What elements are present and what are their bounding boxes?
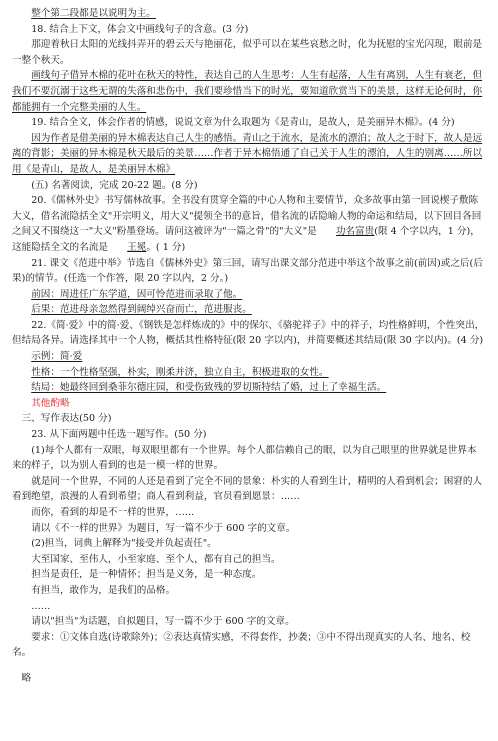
topic-1-lead: 而你，看到的却是不一样的世界，…… [31, 507, 195, 518]
topic-2-ellipsis: …… [31, 600, 51, 612]
topic-2-line-2: 担当是责任，是一种情怀；担当是义务，是一种态度。 [31, 569, 262, 581]
question-20-answer-1: 功名富贵 [335, 226, 375, 238]
answer-21-effect: 后果：范进母亲忽然得到阔绰兴奋而亡，范进服丧。 [31, 304, 252, 316]
question-18-quote: 那迎着秋日太阳的光线抖弄开的碧云天与艳丽花，似乎可以在某些哀愁之时，化为抚慰的宝光闪现，眼前是一整个秋天。 [12, 39, 483, 66]
answer-21-cause: 前因：周进任广东学道，因可怜范进而录取了他。 [31, 288, 243, 300]
answer-22-example: 示例：简·爱 [31, 351, 83, 363]
answer-19-text: 因为作者是借美丽的异木棉表达自己人生的感悟。青山之于流水，是流水的漂泊；故人之于时下，故人是远离的背影；美丽的异木棉是秋天最后的美景……作者于异木棉悟通了自己关于人生的漂泊，人生的别离……所以用《是青山，是故人，是美丽异木棉》 [12, 132, 483, 175]
spacer [12, 661, 486, 671]
answer-18 [12, 68, 486, 115]
topic-2-line-3: 有担当，敢作为，是我们的品格。 [31, 584, 176, 596]
question-20-part-a: 20.《儒林外史》书写儒林故事。全书没有贯穿全篇的中心人物和主要情节，众多故事由第一回说楔子敷陈大义，借名流隐括全文"开宗明义，用大义"提领全书的意旨，借名流的话隐喻人物的命运和结局，以下回目各回之间又不围绕这一"大义"粉墨登场。请问这被评为"一篇之骨"的"大义"是 [12, 195, 482, 238]
topic-2-line-1: 大至国家、至伟人，小至家庭、至个人，都有自己的担当。 [31, 553, 281, 565]
question-22: 22.《简·爱》中的简·爱、《钢铁是怎样炼成的》中的保尔、《骆驼祥子》中的祥子，均性格鲜明，个性突出，但结局各异。请选择其中一个人物，概括其性格特征(限 20 字以内)，并简要概述其结局(限 30 字以内)。(4 分) [12, 319, 485, 347]
answer-line-17-end: 整个第二段都是以说明为主。 [31, 8, 156, 19]
section-5-heading: (五) 名著阅读，完成 20-22 题。(8 分) [31, 179, 198, 191]
question-23: 23. 从下面两题中任选一题写作。(50 分) [31, 429, 207, 441]
question-20-part-c: 。( 1 分) [146, 241, 186, 253]
question-20-answer-2: 王冕 [127, 241, 147, 253]
question-18: 18. 结合上下文，体会文中画线句子的含意。(3 分) [31, 23, 249, 35]
question-20-part-b: (限 4 个字以内，1 分)，这能隐括全文的名流是 [12, 226, 480, 253]
answer-23-omitted: 略 [21, 672, 32, 684]
question-21: 21. 课文《范进中举》节选自《儒林外史》第三回，请写出课文部分范进中举这个故事之前(前因)或之后(后果)的情节。(任选一个作答，限 20 字以内，2 分。) [12, 257, 483, 285]
answer-19 [12, 131, 486, 178]
question-19: 19. 结合全文，体会作者的情感，说说文章为什么取题为《是青山，是故人，是美丽异木棉》。(4 分) [31, 117, 455, 129]
topic-1-intro: (1)每个人都有一双眼，每双眼里都有一个世界。每个人都信赖自己的眼，以为自己眼里的世界就是世界本来的样子，以为别人看到的也是一模一样的世界。 [12, 444, 477, 472]
answer-22-ending: 结局：她最终回到桑菲尔德庄园，和受伤致残的罗切斯特结了婚，过上了幸福生活。 [31, 382, 387, 394]
answer-18-text: 画线句子借异木棉的花叶在秋天的特性，表达自己的人生思考：人生有起落，人生有离别，人生有衰老，但我们不要沉溺于这些无谓的失落和悲伤中，我们要珍惜当下的时光，要知道欣赏当下的美景，这样无论何时，你都能拥有一个完整美丽的人生。 [12, 70, 483, 113]
topic-1-body: 就是同一个世界，不同的人还是看到了完全不同的景象：朴实的人看到生计，精明的人看到机会；困窘的人看到绝望，浪漫的人看到希望；商人看到利益，官员看到愿景：…… [12, 475, 483, 503]
answer-22-note: 其他酌略 [31, 397, 70, 409]
question-20 [12, 193, 486, 255]
answer-22-trait: 性格：一个性格坚强，朴实，刚柔并济，独立自主，积极进取的女性。 [31, 366, 329, 378]
topic-1-prompt: 请以《不一样的世界》为题目，写一篇不少于 600 字的文章。 [31, 522, 296, 534]
topic-2-prompt: 请以"担当"为话题，自拟题目，写一篇不少于 600 字的文章。 [31, 616, 295, 628]
writing-requirements: 要求：①文体自选(诗歌除外)；②表达真情实感，不得套作，抄袭；③中不得出现真实的人名、地名、校名。 [12, 631, 471, 659]
topic-2-intro: (2)担当，词典上解释为"接受并负起责任"。 [31, 538, 217, 550]
section-3-heading: 三、写作表达(50 分) [21, 413, 112, 425]
